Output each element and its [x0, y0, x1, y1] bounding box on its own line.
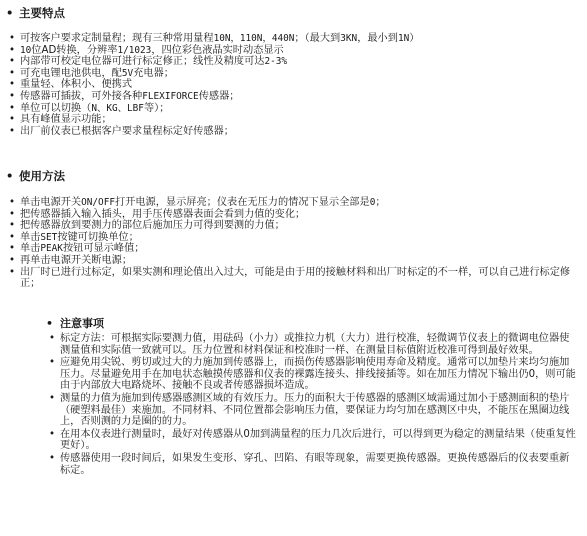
bullet-icon: • [9, 102, 16, 114]
list-item: • 再单击电源开关断电源； [9, 254, 133, 266]
bullet-icon: • [49, 392, 56, 404]
notes-list [46, 333, 576, 477]
usage-heading [6, 169, 65, 183]
features-list [6, 33, 580, 137]
list-item: • 把传感器放到要测力的部位后施加压力可得到要测的力值； [9, 220, 285, 232]
list-item: • 测量的力值为施加到传感器感测区域的有效压力。压力的面积大于传感器的感测区域需通过加小于感测面积的垫片（硬塑料最佳）来施加。不同材料、不同位置都会影响压力值，要保证力均匀加在感测区中央，不能压在黑圈边线上，否则测的力是圈的的力。 [49, 392, 570, 428]
list-item: • 应避免用尖锐、剪切或过大的力施加到传感器上，而损伤传感器影响使用寿命及精度。通常可以加垫片来均匀施加压力。尽量避免用手在加电状态触摸传感器和仪表的裸露连接头、排线接插等。如在加压力情况下输出仍0，则可能由于内部放大电路烧坏、接触不良或者传感器损坏造成。 [49, 357, 576, 392]
bullet-icon: • [9, 208, 16, 220]
bullet-icon: • [9, 79, 16, 91]
bullet-icon: • [49, 428, 56, 440]
list-item: • 可按客户要求定制量程；现有三种常用量程10N，110N，440N；（最大到3KN，最小到1N） [9, 33, 420, 44]
list-item: • 单击SET按键可切换单位； [9, 231, 139, 243]
bullet-icon: • [9, 231, 16, 243]
usage-list [6, 197, 580, 290]
bullet-icon: • [9, 90, 16, 102]
list-item: • 具有峰值显示功能； [9, 114, 112, 126]
features-heading [6, 6, 65, 20]
bullet-icon: • [6, 6, 14, 20]
features-title: 主要特点 [19, 6, 65, 20]
bullet-icon: • [9, 197, 16, 208]
list-item: • 出厂前仪表已根据客户要求量程标定好传感器； [9, 125, 234, 137]
bullet-icon: • [9, 114, 16, 126]
bullet-icon: • [46, 317, 54, 330]
notes-title: 注意事项 [60, 317, 104, 330]
list-item: • 把传感器插入输入插头，用手压传感器表面会看到力值的变化； [9, 208, 306, 220]
bullet-icon: • [9, 243, 16, 255]
list-item: • 标定方法：可根据实际要测力值，用砝码（小力）或推拉力机（大力）进行校准，轻微调节仪表上的微调电位器使测量值和实际值一致就可以。压力位置和材料保证和校准时一样、在测量目标值附近校准可得到最好效果。 [49, 333, 570, 356]
bullet-icon: • [49, 452, 56, 464]
bullet-icon: • [9, 44, 16, 56]
notes-heading [46, 317, 104, 331]
bullet-icon: • [9, 33, 16, 44]
list-item: • 出厂时已进行过标定，如果实测和理论值出入过大，可能是由于用的接触材料和出厂时标定的不一样，可以自己进行标定修正； [9, 266, 571, 290]
bullet-icon: • [9, 220, 16, 232]
bullet-icon: • [49, 333, 56, 344]
list-item: • 单击电源开关ON/OFF打开电源，显示屏亮；仪表在无压力的情况下显示全部是0； [9, 197, 386, 208]
bullet-icon: • [9, 125, 16, 137]
list-item: • 内部带可校定电位器可进行标定修正；线性及精度可达2-3% [9, 56, 288, 68]
bullet-icon: • [49, 357, 56, 369]
bullet-icon: • [9, 266, 16, 278]
list-item: • 10位AD转换，分辨率1/1023，四位彩色液晶实时动态显示 [9, 44, 284, 56]
list-item: • 单击PEAK按钮可显示峰值； [9, 243, 145, 255]
bullet-icon: • [9, 254, 16, 266]
list-item: • 传感器可插拔，可外接各种FLEXIFORCE传感器； [9, 90, 240, 102]
list-item: • 重量轻、体积小、便携式 [9, 79, 133, 91]
bullet-icon: • [9, 67, 16, 79]
list-item: • 传感器使用一段时间后，如果发生变形、穿孔、凹陷、有眼等现象，需要更换传感器。更换传感器后的仪表要重新标定。 [49, 452, 570, 476]
list-item: • 在用本仪表进行测量时，最好对传感器从0加到满量程的压力几次后进行，可以得到更为稳定的测量结果（使重复性更好）。 [49, 428, 576, 452]
list-item: • 单位可以切换（N、KG、LBF等）； [9, 102, 170, 114]
bullet-icon: • [6, 169, 14, 183]
bullet-icon: • [9, 56, 16, 68]
usage-title: 使用方法 [19, 169, 65, 183]
list-item: • 可充电锂电池供电，配5V充电器； [9, 67, 174, 79]
